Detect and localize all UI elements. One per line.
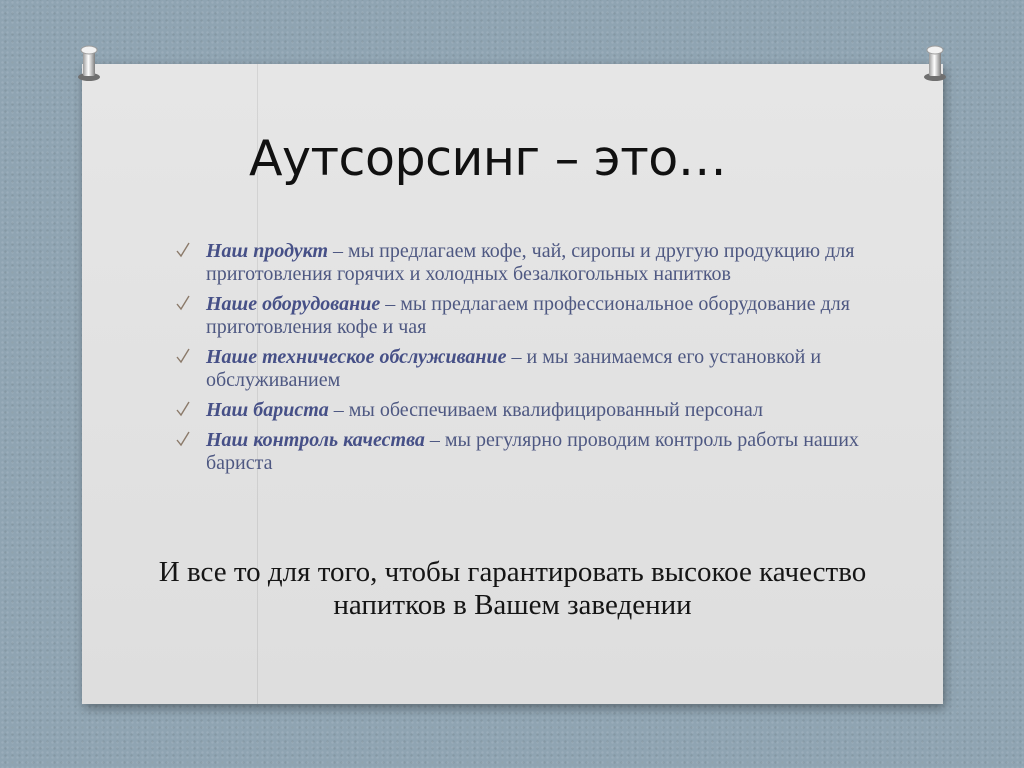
bullet-term: Наше оборудование: [206, 293, 381, 315]
bullet-item: [172, 293, 862, 339]
check-icon: [176, 294, 190, 312]
bullet-description: – мы предлагаем кофе, чай, сиропы и другую продукцию для приготовления горячих и холодных безалкогольных напитков: [206, 240, 855, 285]
bullet-item: [172, 429, 862, 475]
bullet-list: [172, 240, 862, 482]
check-icon: [176, 347, 190, 365]
bullet-description: – мы регулярно проводим контроль работы наших бариста: [206, 429, 859, 474]
check-icon: [176, 241, 190, 259]
bullet-item: [172, 399, 862, 422]
check-icon: [176, 400, 190, 418]
bullet-description: – мы обеспечиваем квалифицированный персонал: [328, 399, 763, 421]
check-icon: [176, 430, 190, 448]
bullet-term: Наш продукт: [206, 240, 329, 262]
bullet-item: [172, 240, 862, 286]
bullet-term: Наш бариста: [206, 399, 329, 421]
slide-title: Аутсорсинг – это…: [249, 130, 727, 187]
pushpin-left-icon: [74, 42, 104, 82]
bullet-description: – и мы занимаемся его установкой и обслуживанием: [206, 346, 822, 391]
bullet-description: – мы предлагаем профессиональное оборудование для приготовления кофе и чая: [206, 293, 850, 338]
bullet-item: [172, 346, 862, 392]
bullet-term: Наш контроль качества: [206, 429, 425, 451]
pushpin-right-icon: [920, 42, 950, 82]
slide-conclusion: И все то для того, чтобы гарантировать высокое качество напитков в Вашем заведении: [158, 556, 867, 621]
bullet-term: Наше техническое обслуживание: [206, 346, 507, 368]
